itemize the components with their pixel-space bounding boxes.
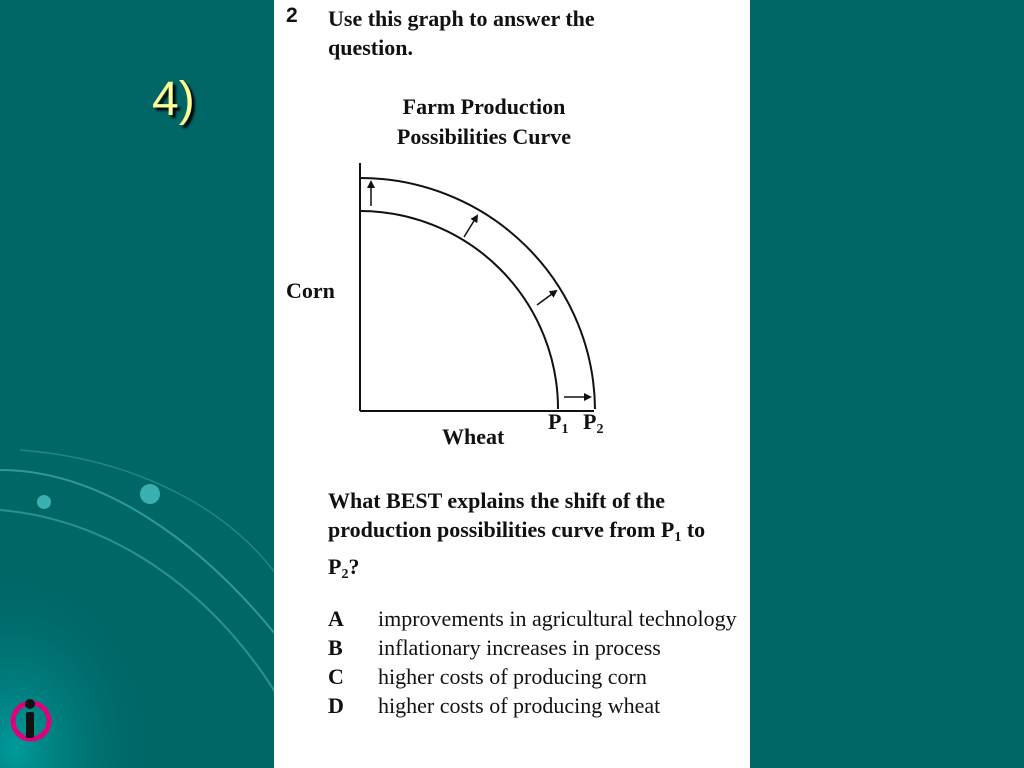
option-text: improvements in agricultural technology [378, 606, 737, 631]
curve-p2 [360, 178, 595, 409]
option-a [328, 604, 738, 633]
option-letter: B [328, 635, 343, 660]
x-axis-label: Wheat [442, 424, 505, 449]
y-axis-label: Corn [286, 278, 335, 303]
option-letter: C [328, 664, 344, 689]
ppc-graph [274, 0, 750, 480]
option-text: inflationary increases in process [378, 635, 661, 660]
question-number: 2 [286, 4, 298, 27]
option-d [328, 691, 738, 720]
question-prompt: Use this graph to answer the question. [328, 6, 595, 60]
graph-title: Farm Production Possibilities Curve [396, 94, 572, 149]
option-letter: A [328, 606, 344, 631]
info-logo-icon [8, 696, 54, 744]
curve-p1 [360, 211, 558, 409]
shift-arrow-lower [537, 291, 556, 305]
question-document [274, 0, 750, 768]
shift-arrow-upper [464, 216, 477, 237]
option-b [328, 633, 738, 662]
option-letter: D [328, 693, 344, 718]
option-text: higher costs of producing wheat [378, 693, 661, 718]
option-text: higher costs of producing corn [378, 664, 647, 689]
p1-label: $P_1$ [548, 409, 569, 437]
option-c [328, 662, 738, 691]
answer-options [328, 604, 738, 720]
slide-number: 4) [152, 73, 195, 126]
p2-label: $P_2$ [583, 409, 604, 437]
question-text: What BEST explains the shift of the production possibilities curve from $P_1$ to $P_2$? [328, 488, 706, 582]
